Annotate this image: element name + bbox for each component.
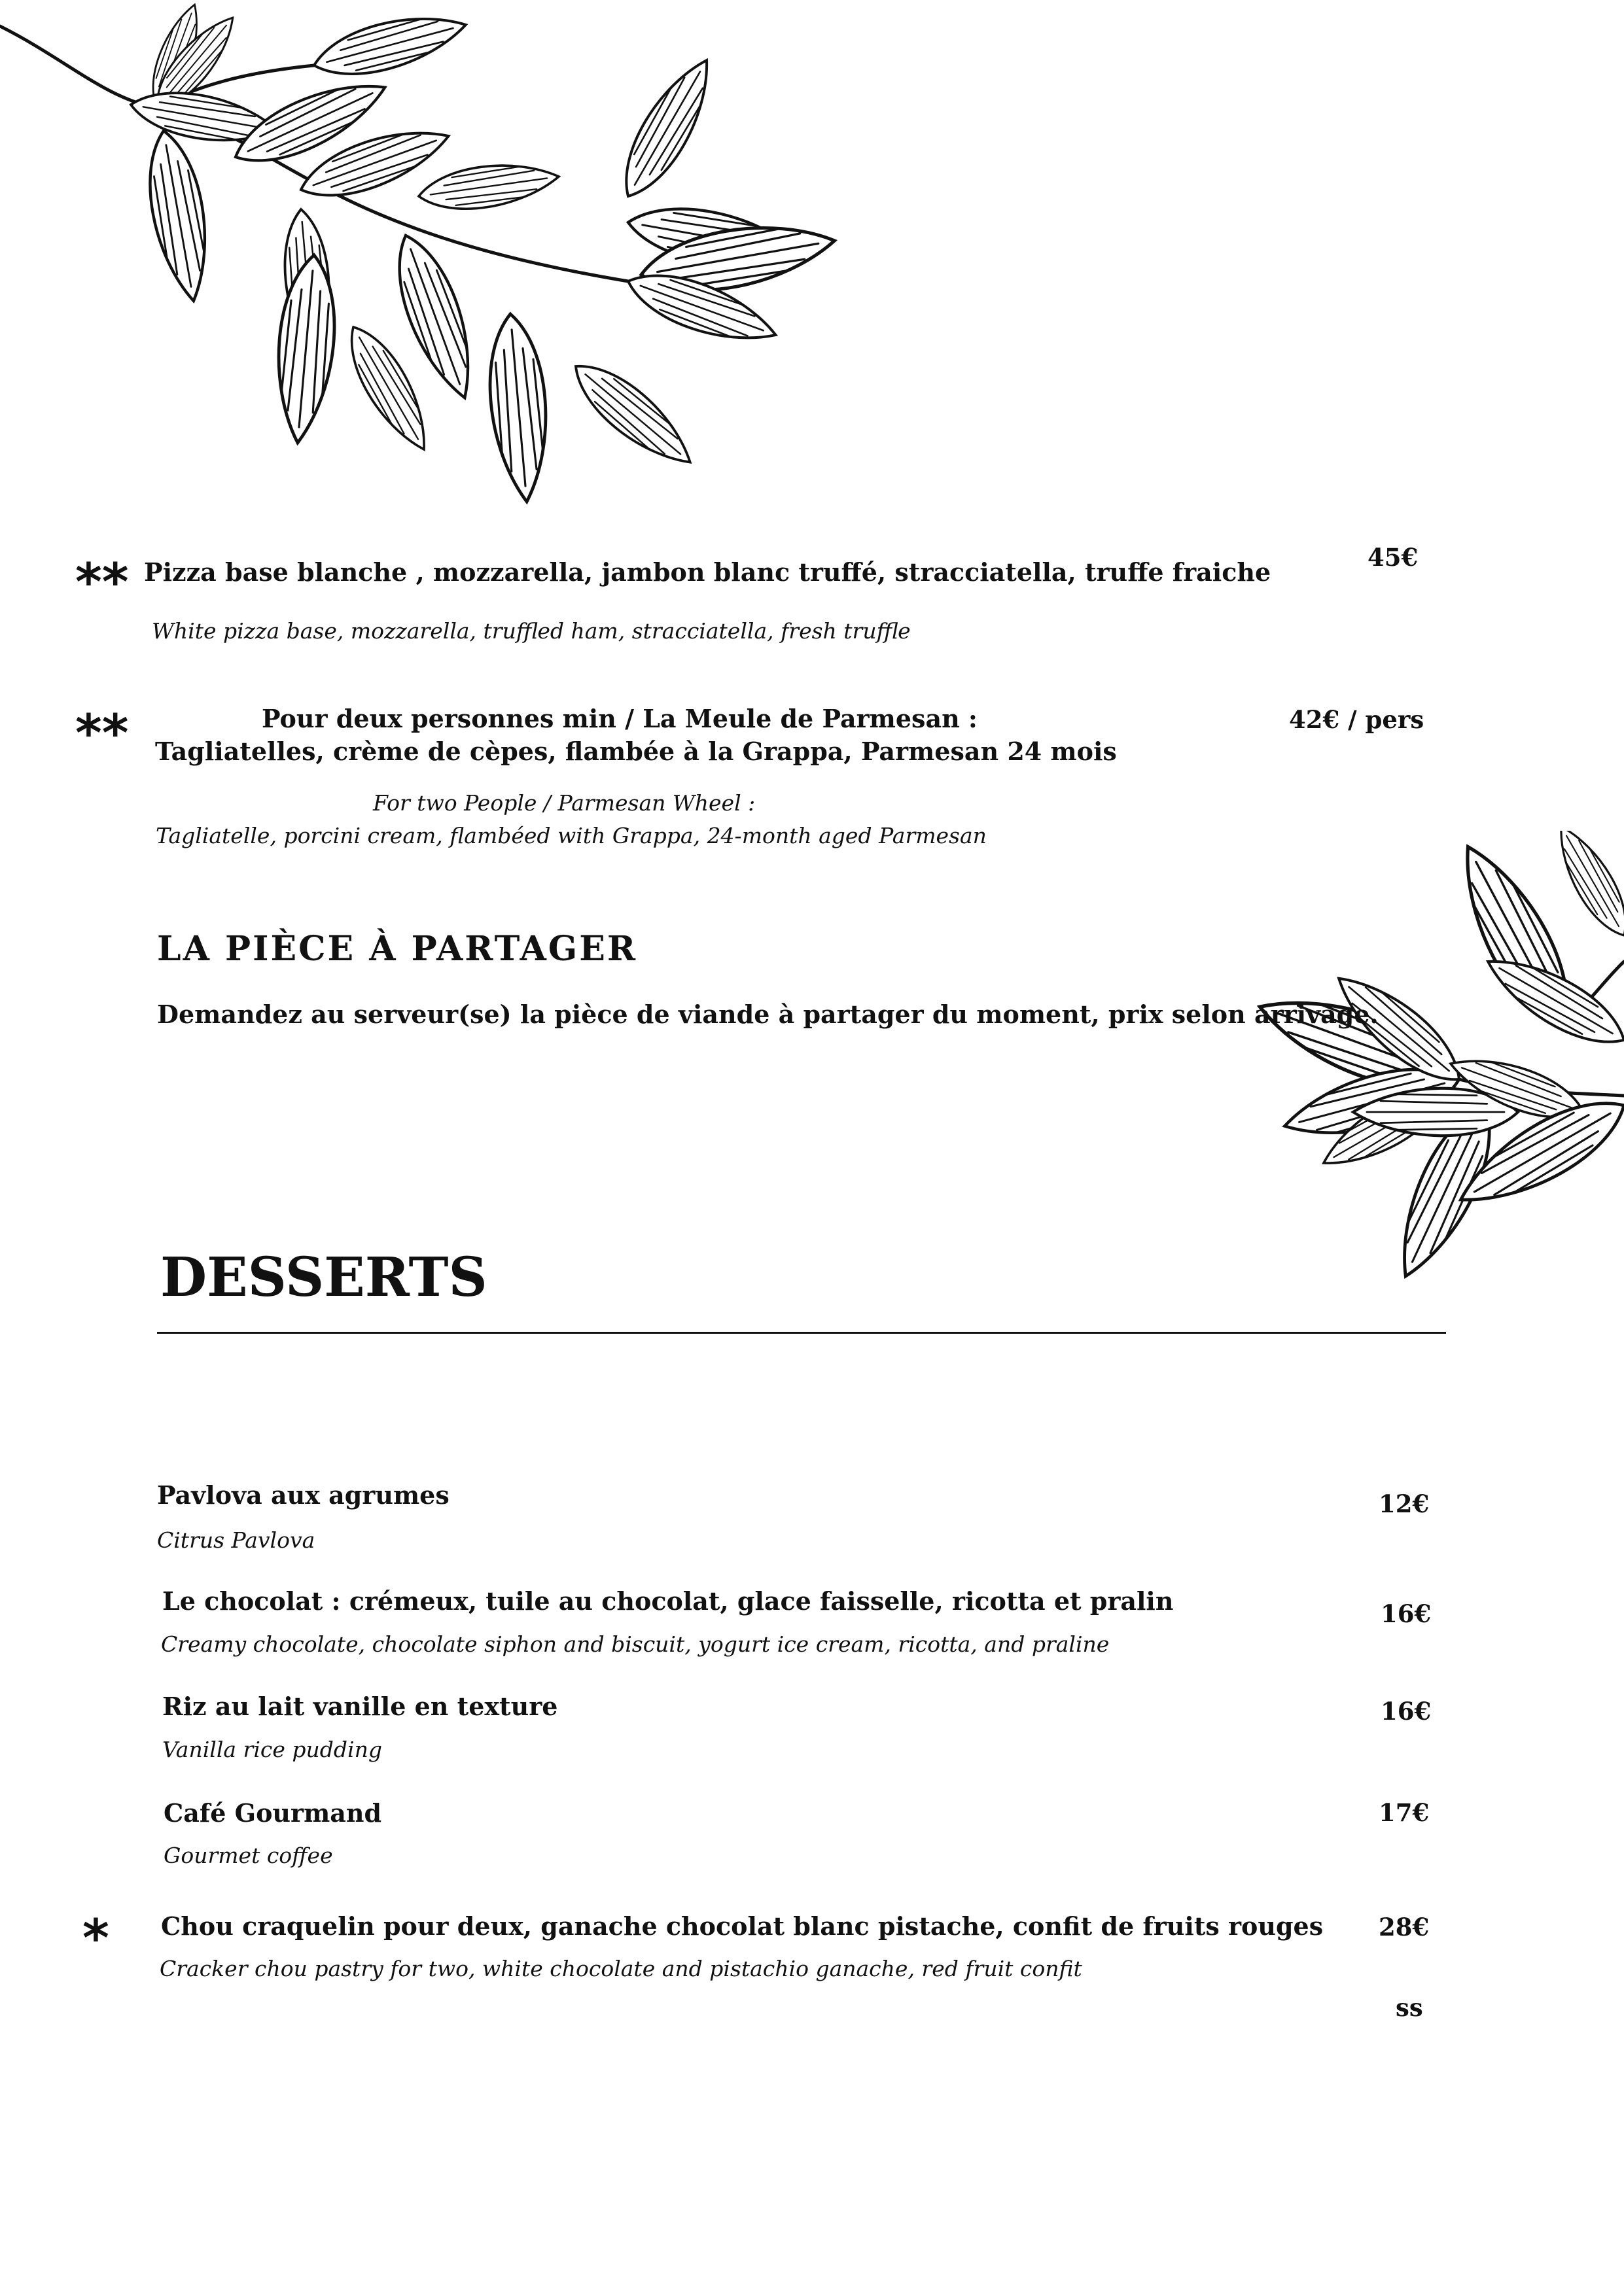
dessert-title: Le chocolat : crémeux, tuile au chocolat, glace faisselle, ricotta et pralin	[162, 1586, 1174, 1616]
dessert-title: Chou craquelin pour deux, ganache chocolat blanc pistache, confit de fruits rouges	[161, 1911, 1324, 1941]
pizza-translation: White pizza base, mozzarella, truffled ham, stracciatella, fresh truffle	[152, 618, 911, 644]
dessert-price: 17€	[1379, 1798, 1430, 1827]
dessert-title: Pavlova aux agrumes	[157, 1480, 450, 1510]
dessert-price: 12€	[1379, 1489, 1430, 1518]
dessert-translation: Vanilla rice pudding	[162, 1737, 382, 1762]
dessert-translation: Creamy chocolate, chocolate siphon and biscuit, yogurt ice cream, ricotta, and praline	[161, 1631, 1110, 1657]
dessert-translation: Citrus Pavlova	[157, 1527, 315, 1553]
sharing-title: LA PIÈCE À PARTAGER	[157, 929, 638, 969]
section-divider	[157, 1332, 1446, 1334]
pizza-price: 45€	[1368, 543, 1419, 572]
dessert-translation: Cracker chou pastry for two, white chocolate and pistachio ganache, red fruit confit	[160, 1956, 1082, 1981]
leaf-branch-top-icon	[0, 0, 929, 536]
parmesan-title-line1: Pour deux personnes min / La Meule de Parmesan :	[262, 704, 978, 733]
sharing-text: Demandez au serveur(se) la pièce de viande à partager du moment, prix selon arrivage.	[157, 1000, 1379, 1029]
dessert-price: 16€	[1381, 1599, 1432, 1628]
dessert-price: 28€	[1379, 1913, 1430, 1941]
signature-marker: **	[75, 553, 129, 612]
dessert-title: Café Gourmand	[164, 1798, 382, 1828]
dessert-price: 16€	[1381, 1697, 1432, 1726]
pizza-title: Pizza base blanche , mozzarella, jambon blanc truffé, stracciatella, truffe fraiche	[144, 557, 1271, 587]
parmesan-translation-line1: For two People / Parmesan Wheel :	[373, 790, 756, 816]
dessert-translation: Gourmet coffee	[164, 1843, 333, 1868]
signature-marker: *	[82, 1909, 109, 1968]
footer-mark: ss	[1396, 1993, 1423, 2022]
dessert-title: Riz au lait vanille en texture	[162, 1692, 558, 1721]
leaf-branch-right-icon	[1171, 831, 1624, 1328]
signature-marker: **	[75, 704, 129, 763]
parmesan-price: 42€ / pers	[1289, 705, 1424, 734]
desserts-title: DESSERTS	[160, 1246, 487, 1309]
parmesan-translation-line2: Tagliatelle, porcini cream, flambéed with Grappa, 24-month aged Parmesan	[156, 823, 987, 848]
parmesan-title-line2: Tagliatelles, crème de cèpes, flambée à la Grappa, Parmesan 24 mois	[155, 737, 1117, 766]
